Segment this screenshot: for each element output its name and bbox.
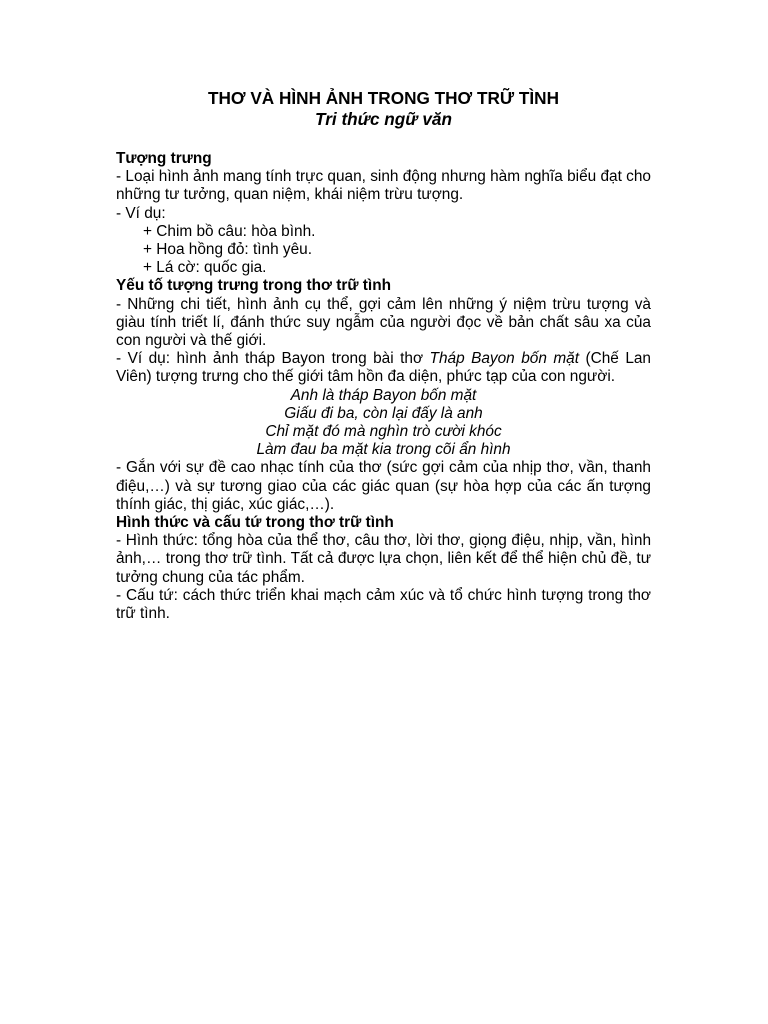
section-form-and-structure (116, 514, 651, 623)
body-paragraph: - Gắn với sự đề cao nhạc tính của thơ (sức gợi cảm của nhịp thơ, vần, thanh điệu,…) và sự tương giao của các giác quan (sự hòa hợp của các ấn tượng thính giác, thị giác, xúc giác,…). (116, 459, 651, 513)
poem-line: Anh là tháp Bayon bốn mặt (290, 386, 477, 404)
example-item: + Chim bồ câu: hòa bình. (143, 222, 316, 240)
example-paragraph (116, 350, 651, 386)
example-item: + Hoa hồng đỏ: tình yêu. (143, 241, 312, 259)
section-symbolism (116, 150, 651, 277)
section-heading: Yếu tố tượng trưng trong thơ trữ tình (116, 277, 392, 295)
definition-paragraph: - Loại hình ảnh mang tính trực quan, sinh động nhưng hàm nghĩa biểu đạt cho những tư tưởng, quan niệm, khái niệm trừu tượng. (116, 168, 651, 204)
example-text-start: - Ví dụ: hình ảnh tháp Bayon trong bài thơ (116, 350, 430, 368)
body-paragraph: - Những chi tiết, hình ảnh cụ thể, gợi cảm lên những ý niệm trừu tượng và giàu tính triết lí, đánh thức suy ngẫm của người đọc về bản chất sâu xa của con người và thế giới. (116, 295, 651, 350)
example-text-end: (Chế Lan Viên) tượng trưng cho thế giới tâm hồn đa diện, phức tạp của con người. (116, 350, 651, 386)
section-symbolic-elements (116, 277, 651, 514)
poem-line: Làm đau ba mặt kia trong cõi ẩn hình (256, 441, 511, 459)
section-heading: Tượng trưng (116, 150, 212, 167)
example-label: - Ví dụ: (116, 204, 166, 222)
example-item: + Lá cờ: quốc gia. (143, 259, 267, 277)
poem-title: Tháp Bayon bốn mặt (429, 350, 580, 368)
poem-line: Chỉ mặt đó mà nghìn trò cười khóc (265, 423, 502, 441)
section-heading: Hình thức và cấu tứ trong thơ trữ tình (116, 514, 394, 532)
poem-excerpt (116, 387, 651, 460)
body-paragraph: - Hình thức: tổng hòa của thể thơ, câu thơ, lời thơ, giọng điệu, nhịp, vần, hình ảnh,… trong thơ trữ tình. Tất cả được lựa chọn, liên kết để thể hiện chủ đề, tư tưởng chung của tác phẩm. (116, 532, 651, 586)
document-page (116, 88, 651, 623)
document-subtitle: Tri thức ngữ văn (315, 109, 452, 129)
document-title: THƠ VÀ HÌNH ẢNH TRONG THƠ TRỮ TÌNH (207, 88, 560, 108)
body-paragraph: - Cấu tứ: cách thức triển khai mạch cảm xúc và tổ chức hình tượng trong thơ trữ tình. (116, 586, 651, 623)
poem-line: Giấu đi ba, còn lại đấy là anh (284, 404, 483, 422)
